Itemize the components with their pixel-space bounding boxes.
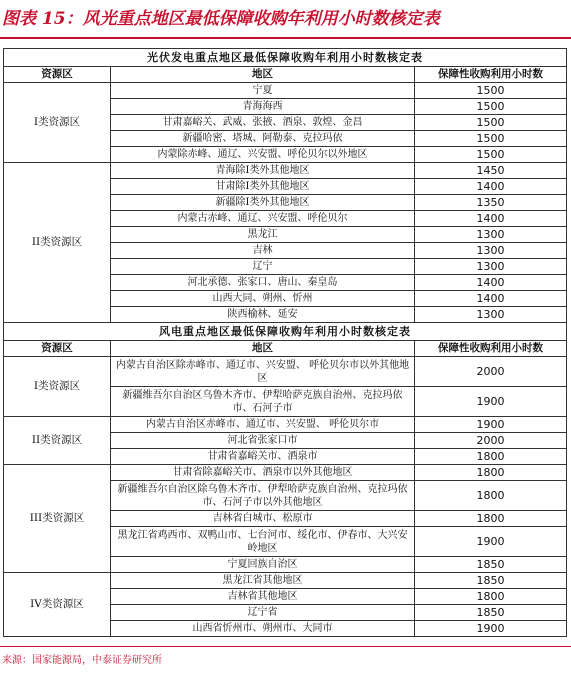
region-cell: 辽宁省 — [111, 605, 415, 621]
table-row — [4, 417, 567, 433]
hours-table-body — [4, 49, 567, 637]
hours-cell: 1800 — [415, 449, 567, 465]
table-row — [4, 163, 567, 179]
region-cell: 山西大同、朔州、忻州 — [111, 291, 415, 307]
hours-cell: 1350 — [415, 195, 567, 211]
region-cell: 吉林 — [111, 243, 415, 259]
figure-title: 图表 15：风光重点地区最低保障收购年利用小时数核定表 — [2, 9, 440, 29]
region-cell: 河北承德、张家口、唐山、秦皇岛 — [111, 275, 415, 291]
region-cell: 黑龙江 — [111, 227, 415, 243]
hours-cell: 1400 — [415, 275, 567, 291]
region-cell: 甘肃嘉峪关、武威、张掖、酒泉、敦煌、金昌 — [111, 115, 415, 131]
region-cell: 新疆维吾尔自治区除乌鲁木齐市、伊犁哈萨克族自治州、克拉玛依市、石河子市以外其他地区 — [111, 481, 415, 511]
hours-cell: 1850 — [415, 605, 567, 621]
hours-cell: 1400 — [415, 211, 567, 227]
region-cell: 吉林省白城市、松原市 — [111, 511, 415, 527]
hours-cell: 1800 — [415, 481, 567, 511]
hours-cell: 1400 — [415, 179, 567, 195]
region-cell: 宁夏 — [111, 83, 415, 99]
region-cell: 辽宁 — [111, 259, 415, 275]
table-row — [4, 573, 567, 589]
table-row — [4, 83, 567, 99]
hours-cell: 1900 — [415, 621, 567, 637]
hours-cell: 1500 — [415, 115, 567, 131]
hours-header: 保障性收购利用小时数 — [415, 67, 567, 83]
hours-cell: 1400 — [415, 291, 567, 307]
region-header: 地区 — [111, 341, 415, 357]
section-title: 风电重点地区最低保障收购年利用小时数核定表 — [4, 323, 567, 341]
hours-cell: 1800 — [415, 589, 567, 605]
region-cell: 吉林省其他地区 — [111, 589, 415, 605]
region-cell: 内蒙古自治区除赤峰市、通辽市、兴安盟、 呼伦贝尔市以外其他地区 — [111, 357, 415, 387]
region-cell: 新疆维吾尔自治区乌鲁木齐市、伊犁哈萨克族自治州、克拉玛依市、石河子市 — [111, 387, 415, 417]
hours-cell: 1450 — [415, 163, 567, 179]
hours-cell: 1900 — [415, 417, 567, 433]
region-cell: 内蒙古赤峰、通辽、兴安盟、呼伦贝尔 — [111, 211, 415, 227]
resource-zone-cell: III类资源区 — [4, 465, 111, 573]
region-cell: 甘肃除I类外其他地区 — [111, 179, 415, 195]
region-cell: 河北省张家口市 — [111, 433, 415, 449]
hours-cell: 1900 — [415, 527, 567, 557]
resource-zone-cell: II类资源区 — [4, 163, 111, 323]
table-row — [4, 465, 567, 481]
region-cell: 内蒙除赤峰、通辽、兴安盟、呼伦贝尔以外地区 — [111, 147, 415, 163]
hours-cell: 1500 — [415, 147, 567, 163]
header-row — [4, 341, 567, 357]
resource-zone-cell: I类资源区 — [4, 357, 111, 417]
region-cell: 宁夏回族自治区 — [111, 557, 415, 573]
section-title: 光伏发电重点地区最低保障收购年利用小时数核定表 — [4, 49, 567, 67]
region-cell: 内蒙古自治区赤峰市、通辽市、兴安盟、 呼伦贝尔市 — [111, 417, 415, 433]
source-note: 来源：国家能源局，中泰证券研究所 — [2, 655, 162, 666]
table-row — [4, 357, 567, 387]
hours-cell: 1500 — [415, 131, 567, 147]
resource-zone-cell: I类资源区 — [4, 83, 111, 163]
hours-cell: 2000 — [415, 433, 567, 449]
hours-header: 保障性收购利用小时数 — [415, 341, 567, 357]
footer-divider — [0, 646, 571, 647]
header-row — [4, 67, 567, 83]
region-cell: 青海海西 — [111, 99, 415, 115]
resource-zone-header: 资源区 — [4, 67, 111, 83]
region-cell: 新疆哈密、塔城、阿勒泰、克拉玛依 — [111, 131, 415, 147]
resource-zone-cell: IV类资源区 — [4, 573, 111, 637]
region-header: 地区 — [111, 67, 415, 83]
hours-cell: 1850 — [415, 573, 567, 589]
hours-cell: 1900 — [415, 387, 567, 417]
title-divider — [0, 37, 571, 39]
hours-cell: 1300 — [415, 243, 567, 259]
region-cell: 黑龙江省鸡西市、双鸭山市、七台河市、绥化市、伊春市、大兴安岭地区 — [111, 527, 415, 557]
resource-zone-cell: II类资源区 — [4, 417, 111, 465]
region-cell: 新疆除I类外其他地区 — [111, 195, 415, 211]
hours-cell: 1800 — [415, 511, 567, 527]
hours-cell: 1300 — [415, 227, 567, 243]
region-cell: 山西省忻州市、朔州市、大同市 — [111, 621, 415, 637]
hours-cell: 1300 — [415, 259, 567, 275]
region-cell: 甘肃省除嘉峪关市、酒泉市以外其他地区 — [111, 465, 415, 481]
region-cell: 甘肃省嘉峪关市、酒泉市 — [111, 449, 415, 465]
section-title-row — [4, 49, 567, 67]
region-cell: 陕西榆林、延安 — [111, 307, 415, 323]
hours-cell: 1500 — [415, 83, 567, 99]
hours-table — [3, 48, 567, 637]
hours-cell: 1500 — [415, 99, 567, 115]
resource-zone-header: 资源区 — [4, 341, 111, 357]
region-cell: 青海除I类外其他地区 — [111, 163, 415, 179]
region-cell: 黑龙江省其他地区 — [111, 573, 415, 589]
section-title-row — [4, 323, 567, 341]
hours-cell: 2000 — [415, 357, 567, 387]
hours-cell: 1800 — [415, 465, 567, 481]
hours-cell: 1300 — [415, 307, 567, 323]
hours-cell: 1850 — [415, 557, 567, 573]
